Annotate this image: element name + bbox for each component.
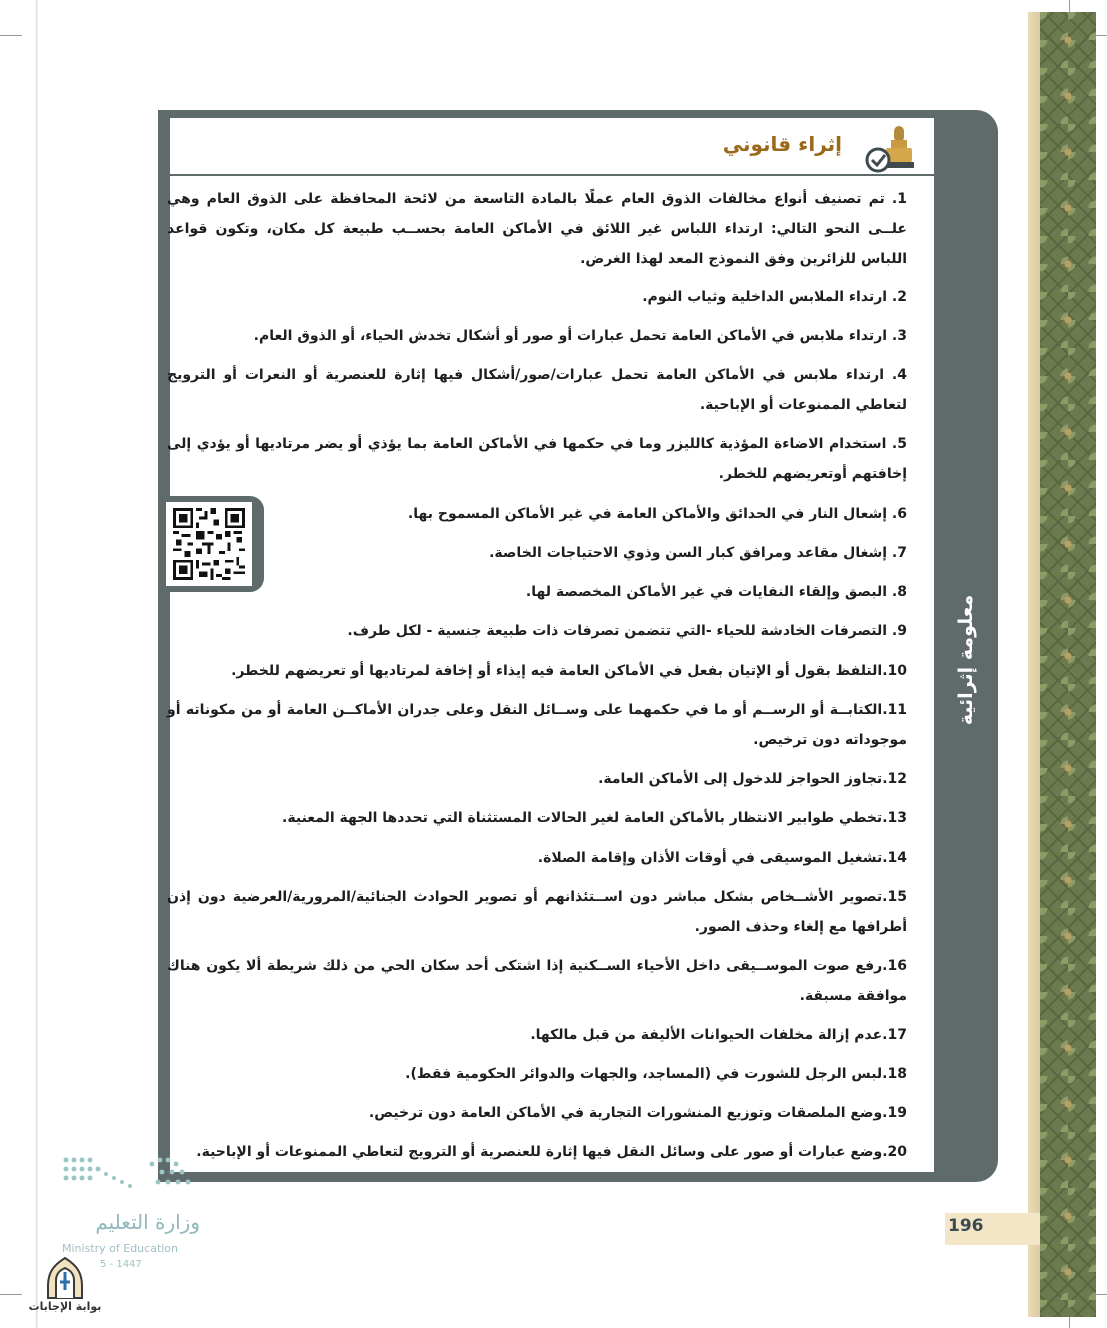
crop-mark — [1069, 1316, 1070, 1328]
list-item: 2. ارتداء الملابس الداخلية وثياب النوم. — [642, 289, 907, 305]
list-item: 14.تشغيل الموسيقى في أوقات الأذان وإقامة الصلاة. — [537, 850, 907, 866]
list-item: 20.وضع عبارات أو صور على وسائل النقل فيها إثارة للعنصرية أو الترويج لتعاطي الممنوعات أو الإباحية. — [196, 1144, 907, 1160]
crop-mark — [0, 1294, 22, 1295]
ministry-name-ar: وزارة التعليم — [95, 1210, 200, 1234]
list-item: 10.التلفظ بقول أو الإتيان بفعل في الأماكن العامة فيه إيذاء أو إخافة لمرتاديها أو تعريضهم للخطر. — [231, 663, 907, 679]
list-item: 19.وضع الملصقات وتوزيع المنشورات التجارية في الأماكن العامة دون ترخيص. — [368, 1105, 907, 1121]
ornament-strip — [1040, 12, 1096, 1317]
list-item: 5. استخدام الاضاءة المؤذية كالليزر وما في حكمها في الأماكن العامة بما يؤذي أو يضر مرتاديها أو يؤدي إلى إخافتهم أوتعريضهم للخطر. — [167, 436, 907, 482]
site-logo-text: بوابة الإجابات — [28, 1300, 102, 1313]
list-item: 3. ارتداء ملابس في الأماكن العامة تحمل عبارات أو صور أو أشكال تخدش الحياء، أو الذوق العام. — [253, 328, 907, 344]
page-edge — [36, 0, 38, 1328]
list-item: 18.لبس الرجل للشورت في (المساجد، والجهات والدوائر الحكومية فقط). — [405, 1066, 907, 1082]
title-row — [170, 118, 934, 176]
list-item: 15.تصوير الأشــخاص بشكل مباشر دون اســتئذانهم أو تصوير الحوادث الجنائية/المرورية/العرضية دون إذن أطرافها مع إلغاء وحذف الصور. — [167, 889, 907, 935]
page-number: 196 — [948, 1216, 984, 1236]
list-item: 16.رفع صوت الموســيقى داخل الأحياء الســكنية إذا اشتكى أحد سكان الحي من ذلك شريطة ألا يكون هناك موافقة مسبقة. — [167, 958, 907, 1004]
box-title: إثراء قانوني — [722, 132, 842, 156]
ministry-year: 5 - 1447 — [100, 1259, 142, 1270]
list-item: 9. التصرفات الخادشة للحياء -التي تتضمن تصرفات ذات طبيعة جنسية - لكل طرف. — [347, 623, 907, 639]
ministry-name-en: Ministry of Education — [62, 1242, 179, 1255]
ministry-logo-icon — [62, 1156, 202, 1196]
stamp-check-icon — [864, 124, 916, 174]
list-item: 7. إشغال مقاعد ومرافق كبار السن وذوي الاحتياجات الخاصة. — [489, 545, 907, 561]
list-item: 13.تخطي طوابير الانتظار بالأماكن العامة لغير الحالات المستثناة التي تحددها الجهة المعنية. — [282, 810, 907, 826]
list-item: 17.عدم إزالة مخلفات الحيوانات الأليفة من قبل مالكها. — [530, 1027, 907, 1043]
list-item: 1. تم تصنيف أنواع مخالفات الذوق العام عملًا بالمادة التاسعة من لائحة المحافظة على الذوق العام وهي علــى النحو التالي: ارتداء اللباس غير اللائق في الأماكن العامة بحســب طبيعة كل مكان، وتكون قواعد اللباس للزائرين وفق النموذج المعد لهذا الغرض. — [167, 191, 907, 267]
side-label — [944, 560, 988, 760]
list-item: 8. البصق وإلقاء النفايات في غير الأماكن المخصصة لها. — [525, 584, 907, 600]
list-item: 11.الكتابــة أو الرســم أو ما في حكمهما على وســائل النقل وعلى جدران الأماكــن العامة أو من مكوناته أو موجوداته دون ترخيص. — [167, 702, 907, 748]
side-label-text: معلومة إثرائية — [955, 594, 978, 726]
crop-mark — [0, 35, 22, 36]
list-item: 4. ارتداء ملابس في الأماكن العامة تحمل عبارات/صور/أشكال فيها إثارة للعنصرية أو النعرات أو الترويج لتعاطي الممنوعات أو الإباحية. — [167, 367, 907, 413]
site-logo-icon — [42, 1256, 88, 1300]
list-item: 6. إشعال النار في الحدائق والأماكن العامة في غير الأماكن المسموح بها. — [407, 506, 907, 522]
list-item: 12.تجاوز الحواجز للدخول إلى الأماكن العامة. — [598, 771, 907, 787]
